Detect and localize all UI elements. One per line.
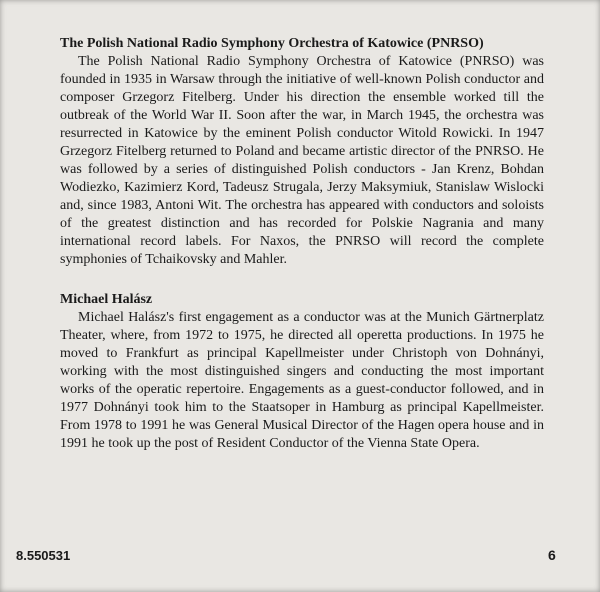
- conductor-heading: Michael Halász: [60, 292, 153, 307]
- orchestra-biography: The Polish National Radio Symphony Orchestra of Katowice (PNRSO) was founded in 1935 in Warsaw through the initiative of well-known Polish conductor and composer Grzegorz Fitelberg. Under his direction the ensemble worked till the outbreak of the World War II. Soon after the war, in March 1945, the orchestra was resurrected in Katowice by the eminent Polish conductor Witold Rowicki. In 1947 Grzegorz Fitelberg returned to Poland and became artistic director of the PNRSO. He was followed by a series of distinguished Polish conductors - Jan Krenz, Bohdan Wodiezko, Kazimierz Kord, Tadeusz Strugala, Jerzy Maksymiuk, Stanislaw Wislocki and, since 1983, Antoni Wit. The orchestra has appeared with conductors and soloists of the greatest distinction and has recorded for Polskie Nagrania and many international record labels. For Naxos, the PNRSO will record the complete symphonies of Tchaikovsky and Mahler.: [60, 54, 544, 267]
- page-number: 6: [548, 547, 556, 563]
- conductor-biography: Michael Halász's first engagement as a conductor was at the Munich Gärtnerplatz Theater, where, from 1972 to 1975, he directed all operetta productions. In 1975 he moved to Frankfurt as principal Kapellmeister under Christoph von Dohnányi, working with the most distinguished singers and conducting the most important works of the operatic repertoire. Engagements as a guest-conductor followed, and in 1977 Dohnányi took him to the Staatsoper in Hamburg as principal Kapellmeister. From 1978 to 1991 he was General Musical Director of the Hagen opera house and in 1991 he took up the post of Resident Conductor of the Vienna State Opera.: [60, 310, 544, 451]
- orchestra-heading: The Polish National Radio Symphony Orchestra of Katowice (PNRSO): [60, 36, 484, 51]
- conductor-section: [60, 291, 544, 453]
- catalog-number: 8.550531: [16, 548, 71, 563]
- booklet-page: [60, 35, 544, 453]
- orchestra-section: [60, 35, 544, 269]
